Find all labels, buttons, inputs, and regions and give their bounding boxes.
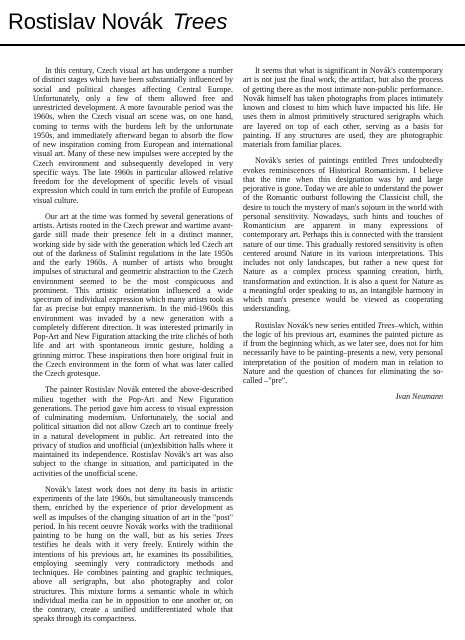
author-signature: Ivan Neumann <box>395 392 443 402</box>
paragraph-7: Rostislav Novák's new series entitled Trees–which, within the logic of his previous art, examines the painted picture as if from the beginning which, as we later see, does not for him necessarily have to be painting–presents a new, very personal interpretation of the position of modern man in relation to Nature and the question of chances for eliminating the so-called –"pre". <box>243 320 443 385</box>
column-right <box>243 66 443 632</box>
artist-name: Rostislav Novák <box>8 9 163 34</box>
column-left <box>33 66 233 632</box>
paragraph-3: The painter Rostislav Novák entered the above-described milieu together with the Pop-Art and New Figuration generations. The period gave him access to visual expression of culminating modernism. Unfortunately, the social and political situation did not allow Czech art to continue freely in a natural development in public. Art retreated into the privacy of studios and unofficial (un)exhibition halls where it maintained its independence. Rostislav Novák's art was also subject to the change in situation, and participated in the activities of the unofficial scene. <box>33 385 233 478</box>
paragraph-5: It seems that what is significant in Novák's contemporary art is not just the final work, the artifact, but also the process of getting there as the most intimate non-public performance. Novák himself has taken photographs from places intimately known and closest to him which have impacted his life. He uses them in almost primitively structured serigraphs which are layered on top of each other, serving as a basis for painting. If any structures are used, they are photographic materials from familiar places. <box>243 66 443 149</box>
paragraph-2: Our art at the time was formed by several generations of artists. Artists rooted in the Czech prewar and wartime avant-garde still made their presence felt in a distinct manner, working side by side with the generation which led Czech art out of the darkness of Stalinist regulations in the late 1950s and the early 1960s. A number of artists who brought impulses of structural and geometric abstraction to the Czech environment seemed to be the most conspicuous and prominent. This artistic orientation influenced a wide spectrum of individual expression which many artists took as far as precise but empty mannerism. In the mid-1960s this environment was invaded by a new generation with a completely different direction. It was interested primarily in Pop-Art and New Figuration attacking the trite clichés of both life and art with spontaneous ironic gesture, holding a grinning mirror. These inspirations then bore original fruit in the Czech environment in the form of what was later called the Czech grotesque. <box>33 211 234 378</box>
work-title: Trees <box>172 9 228 34</box>
paragraph-6: Novák's series of paintings entitled Trees undoubtedly evokes reminiscences of Historical Romanticism. I believe that the time when this designation was by and large pejorative is gone. Today we are able to understand the power of the Romantic outburst following the Classicist chill, the desire to touch the mystery of man's sojourn in the world with personal sensitivity. Nowadays, such hints and touches of Romanticism are apparent in many expressions of contemporary art. Perhaps this is connected with the transient nature of our time. This gradually restored sensitivity is often centered around Nature in its various interpretations. This includes not only landscapes, but rather a new quest for Nature as a complex process spanning creation, birth, transformation and extinction. It is also a quest for Nature as a meaningful order speaking to us, an intangible harmony in which man's presence would be viewed as cooperating understanding. <box>243 156 443 314</box>
article-body <box>33 66 443 632</box>
paragraph-4: Novák's latest work does not deny its basis in artistic experiments of the late 1960s, but simultaneously transcends them, enriched by the experience of prior development as well as impulses of the changing situation of art in the "post" period. In his recent oeuvre Novák works with the traditional painting to be hung on the wall, but as his series Trees testifies he deals with it very freely. Entirely within the intentions of his previous art, he examines its possibilities, employing seemingly very contradictory methods and techniques. He combines painting and graphic techniques, above all serigraphs, but also photography and color structures. This mixture forms a semantic whole in which individual media can be in opposition to one another or, on the contrary, create a unified undifferentiated whole that speaks through its compactness. <box>33 484 233 624</box>
paragraph-1: In this century, Czech visual art has undergone a number of distinct stages which have been substantially influenced by social and political changes affecting Central Europe. Unfortunately, only a few of them allowed free and unrestricted development. A more favourable period was the 1960s, when the Czech visual art scene was, on one hand, coming to terms with the burdens left by the unfortunate 1950s, and immediately afterward began to absorb the flow of new inspiration coming from European and international visual art. Many of these new impulses were accepted by the Czech environment and subsequently developed in very specific ways. The late 1960s in particular allowed relative freedom for the development of specific levels of visual expression which could in turn enrich the profile of European visual culture. <box>33 66 233 205</box>
page-header <box>0 0 465 46</box>
header-rule <box>0 44 465 46</box>
